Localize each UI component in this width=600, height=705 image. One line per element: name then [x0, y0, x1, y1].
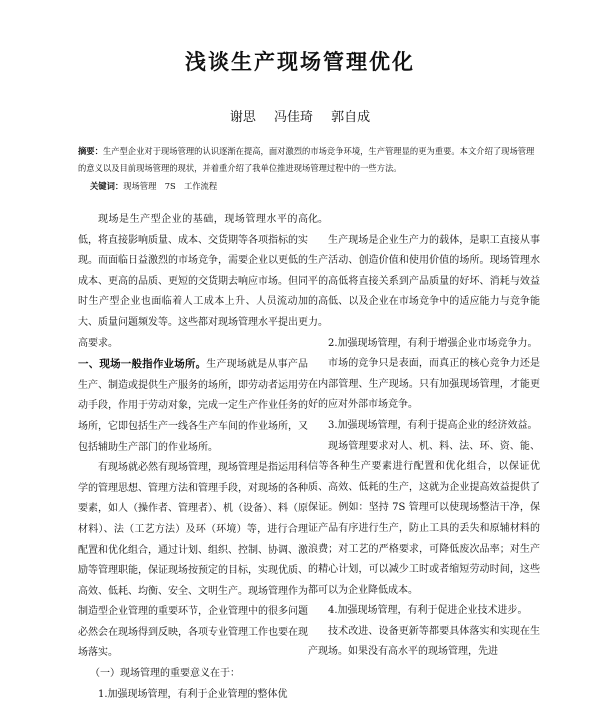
abstract — [78, 143, 538, 177]
paragraph: 4.加强现场管理，有利于促进企业技术进步。 — [328, 605, 528, 617]
paragraph: 现场是生产型企业的基础，现场管理水平的高低，将直接影响质量、成本、交货期等各项指标的实现。而面临日益激烈的市场竞争，需要企业以更低的成本、更高的品质、更短的交货期去响应市场。但同时生产型企业也面临着人工成本上升、人员流动加大、质量问题频发等。这些都对现场管理水平提出更高要求。 — [78, 214, 308, 349]
paragraph: 现场管理要求对人、机、料、法、环、资、能、信等各种生产要素进行配置和优化组合，以保证优质、高效、低耗的生产，这就为企业提高效益提供了保证。例如：坚持 7S 管理可以使现场整洁干净，保证产品有序进行生产，防止工具的丢失和原辅材料的浪费；对工艺的严格要求，可降低废次品率；对生产的精心计划，可以减少工时或者缩短劳动时间，这些都可以为企业降低成本。 — [308, 440, 540, 596]
paragraph-text: 生产现场就是从事产品生产、制造或提供生产服务的场所，即劳动者运用劳动手段，作用于劳动对象，完成一定生产作业任务的场所，它即包括生产一线各生产车间的作业场所，又包括辅助生产部门的作业场所。 — [78, 359, 309, 453]
keywords — [90, 180, 217, 192]
paragraph: 技术改进、设备更新等都要具体落实和实现在生产现场。如果没有高水平的现场管理，先进 — [308, 625, 540, 658]
abstract-text: 生产型企业对于现场管理的认识逐渐在提高，面对激烈的市场竞争环境，生产管理显的更为重要。本文介绍了现场管理的意义以及目前现场管理的现状，并着重介绍了我单位推进现场管理过程中的一些方法。 — [78, 146, 535, 173]
paragraph: 1.加强现场管理，有利于企业管理的整体优 — [98, 688, 288, 700]
paragraph: 市场的竞争只是表面，而真正的核心竞争力还是在内部管理、生产现场。只有加强现场管理，才能更好的应对外部市场竞争。 — [308, 358, 540, 411]
author-name: 冯佳琦 — [273, 110, 313, 125]
paragraph: 化。 — [308, 214, 328, 225]
section-heading: 一、现场一般指作业场所。 — [78, 358, 207, 371]
author-list — [0, 106, 600, 125]
paragraph: 3.加强现场管理，有利于提高企业的经济效益。 — [328, 419, 538, 431]
subheading: （一）现场管理的重要意义在于： — [90, 668, 240, 680]
paper-title: 浅谈生产现场管理优化 — [185, 49, 415, 74]
right-column — [308, 210, 540, 663]
author-name: 郭自成 — [331, 110, 371, 125]
paragraph: 生产现场是企业生产力的载体，是职工直接从事生产活动、创造价值和使用价值的场所。现场管理水平的高低将直接关系到产品质量的好坏、消耗与效益的高低、以及企业在市场竞争中的适应能力与竞争能力。 — [308, 234, 540, 328]
keywords-text: 现场管理 7S 工作流程 — [123, 181, 218, 191]
left-column — [78, 210, 308, 705]
paragraph: 有现场就必然有现场管理，现场管理是指运用科学的管理思想、管理方法和管理手段，对现场的各种要素，如人（操作者、管理者）、机（设备）、料（原材料）、法（工艺方法）及环（环境）等，进行合理配置和优化组合，通过计划、组织、控制、协调、激励等管理职能，保证现场按预定的目标，实现优质、高效、低耗、均衡、安全、文明生产。现场管理作为制造型企业管理的重要环节，企业管理中的很多问题必然会在现场得到反映，各项专业管理工作也要在现场落实。 — [78, 462, 308, 659]
keywords-label: 关键词： — [90, 181, 124, 191]
paragraph: 2.加强现场管理，有利于增强企业市场竞争力。 — [328, 337, 538, 349]
author-name: 谢思 — [229, 110, 256, 125]
abstract-label: 摘要： — [78, 146, 103, 156]
